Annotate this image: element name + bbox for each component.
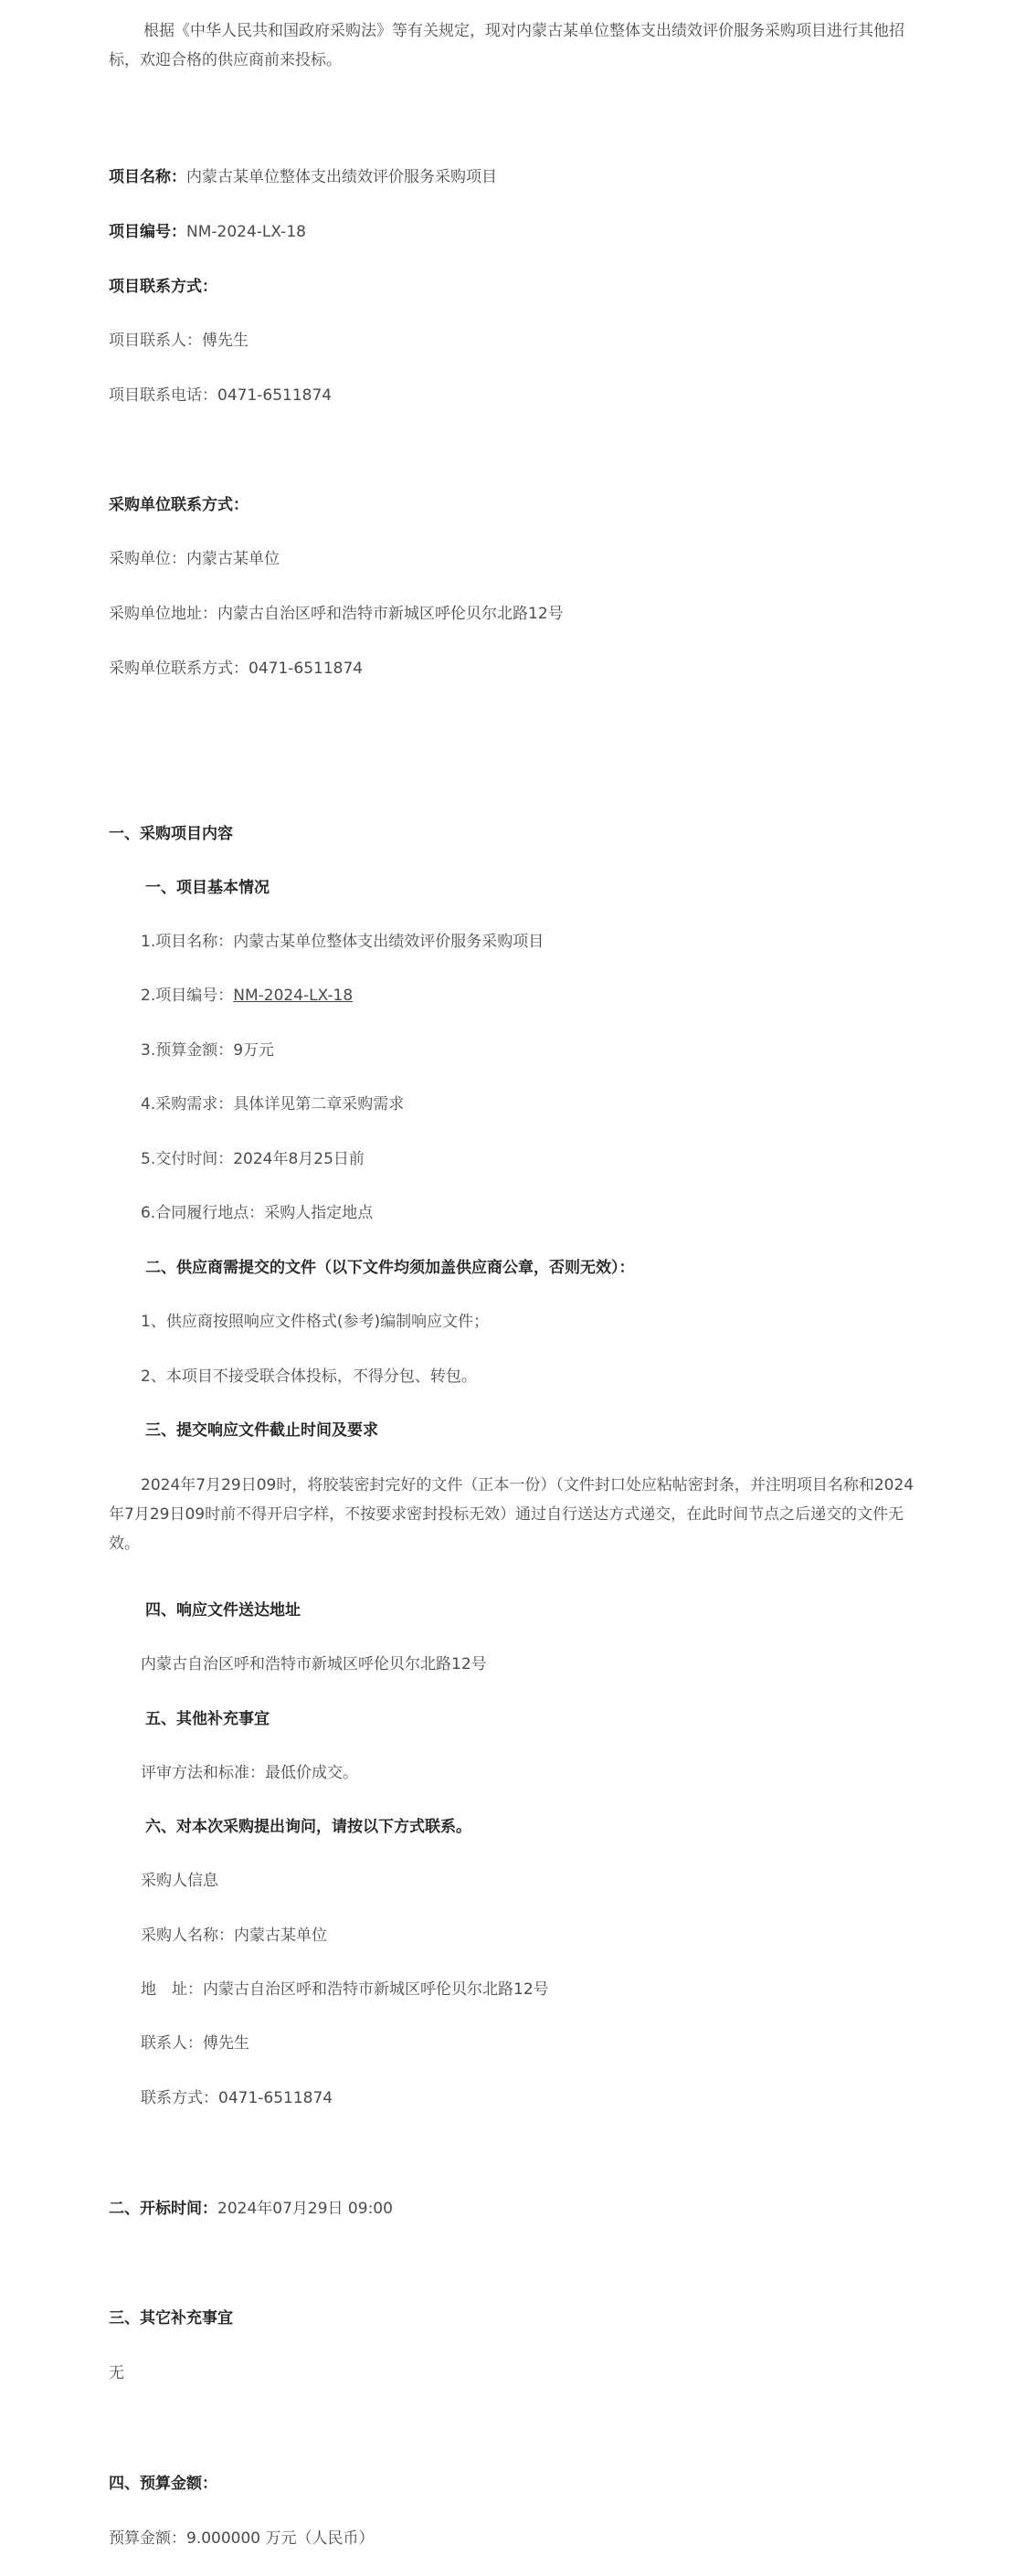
project-number-link[interactable]: NM-2024-LX-18: [233, 987, 354, 1005]
other-matters-heading: 五、其他补充事宜: [145, 1710, 270, 1728]
project-name-row: [109, 164, 924, 191]
section3-heading: 三、其它补充事宜: [109, 2309, 233, 2328]
basic-item-delivery: 5.交付时间：2024年8月25日前: [141, 1150, 365, 1168]
basic-item-project-number: [141, 982, 924, 1009]
project-contact-phone: 项目联系电话：0471-6511874: [109, 386, 333, 405]
buyer-unit: 采购单位：内蒙古某单位: [109, 550, 280, 568]
project-number-row: [109, 218, 924, 246]
project-contact-person: 项目联系人：傅先生: [109, 332, 248, 350]
project-name-value: 内蒙古某单位整体支出绩效评价服务采购项目: [186, 168, 497, 186]
docs-heading: 二、供应商需提交的文件（以下文件均须加盖供应商公章，否则无效）：: [145, 1259, 635, 1277]
deadline-text: 2024年7月29日09时，将胶装密封完好的文件（正本一份）（文件封口处应粘帖密封条，并注明项目名称和2024年7月29日09时前不得开启字样，不按要求密封投标无效）通过自行送达方式递交，在此时间节点之后递交的文件无效。: [109, 1476, 915, 1553]
project-number-value: NM-2024-LX-18: [186, 223, 306, 241]
inquiry-item-info: 采购人信息: [141, 1872, 218, 1890]
inquiry-item-phone: 联系方式：0471-6511874: [141, 2089, 333, 2107]
section1-heading: 一、采购项目内容: [109, 825, 233, 843]
project-name-label: 项目名称：: [109, 168, 186, 186]
delivery-address-heading: 四、响应文件送达地址: [145, 1601, 301, 1620]
other-matters-text: 评审方法和标准：最低价成交。: [141, 1764, 358, 1782]
opening-time-value: 2024年07月29日 09:00: [217, 2200, 393, 2218]
inquiry-item-name: 采购人名称：内蒙古某单位: [141, 1927, 327, 1945]
deadline-heading: 三、提交响应文件截止时间及要求: [145, 1421, 378, 1440]
inquiry-item-contact: 联系人：傅先生: [141, 2034, 249, 2053]
inquiry-heading: 六、对本次采购提出询问，请按以下方式联系。: [145, 1818, 471, 1836]
basic-item-location: 6.合同履行地点：采购人指定地点: [141, 1204, 374, 1222]
docs-item-2: 2、本项目不接受联合体投标，不得分包、转包。: [141, 1367, 477, 1386]
section3-text: 无: [109, 2364, 124, 2382]
buyer-contact-heading: 采购单位联系方式：: [109, 496, 248, 514]
delivery-address-text: 内蒙古自治区呼和浩特市新城区呼伦贝尔北路12号: [141, 1655, 487, 1673]
buyer-address: 采购单位地址：内蒙古自治区呼和浩特市新城区呼伦贝尔北路12号: [109, 605, 564, 623]
opening-time-label: 二、开标时间：: [109, 2200, 217, 2218]
section4-heading: 四、预算金额：: [109, 2475, 217, 2493]
project-contact-heading: 项目联系方式：: [109, 278, 217, 296]
buyer-phone: 采购单位联系方式：0471-6511874: [109, 660, 364, 678]
basic-item-project-name: 1.项目名称：内蒙古某单位整体支出绩效评价服务采购项目: [141, 933, 545, 951]
intro-paragraph: 根据《中华人民共和国政府采购法》等有关规定，现对内蒙古某单位整体支出绩效评价服务采购项目进行其他招标，欢迎合格的供应商前来投标。: [109, 22, 904, 69]
docs-item-1: 1、供应商按照响应文件格式(参考)编制响应文件；: [141, 1313, 490, 1331]
project-number-label: 项目编号：: [109, 223, 186, 241]
section4-text: 预算金额：9.000000 万元（人民币）: [109, 2529, 375, 2548]
basic-item-number-label: 2.项目编号：: [141, 987, 234, 1005]
basic-item-requirement: 4.采购需求：具体详见第二章采购需求: [141, 1095, 405, 1114]
basic-info-heading: 一、项目基本情况: [145, 879, 270, 897]
opening-time-row: [109, 2195, 924, 2222]
inquiry-item-address: 地 址：内蒙古自治区呼和浩特市新城区呼伦贝尔北路12号: [141, 1980, 549, 1999]
basic-item-budget: 3.预算金额：9万元: [141, 1041, 275, 1060]
